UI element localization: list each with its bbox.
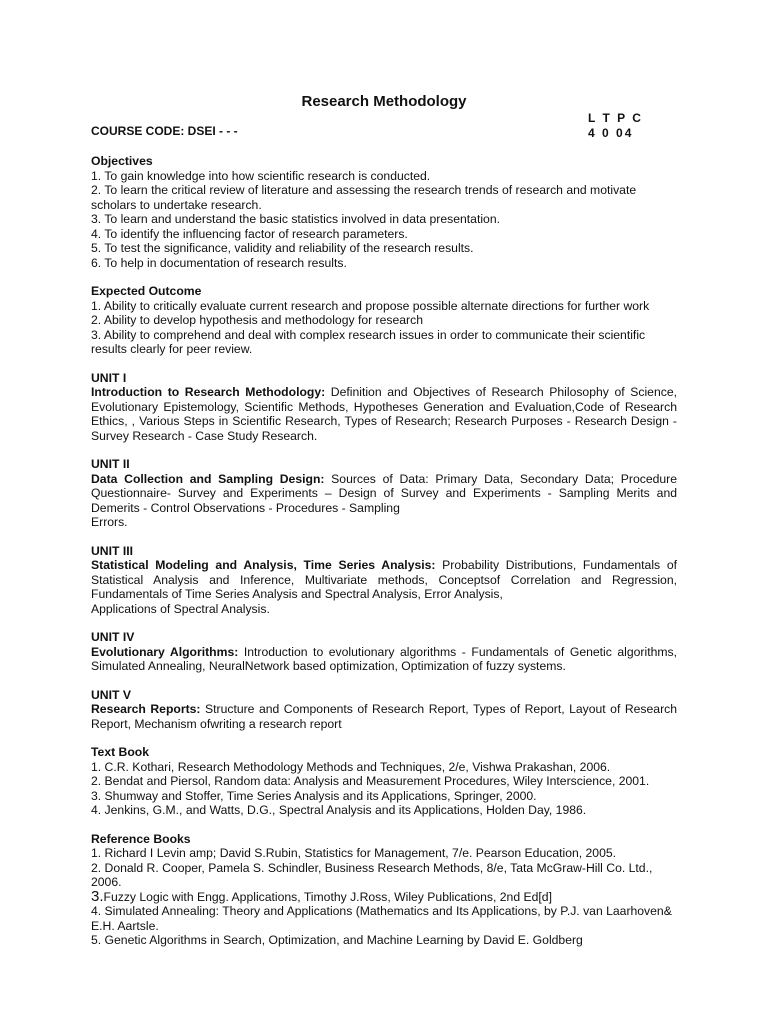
text-book-item: 1. C.R. Kothari, Research Methodology Methods and Techniques, 2/e, Vishwa Prakashan, 2006. [91, 759, 611, 774]
unit-4-section [91, 630, 677, 674]
course-code: COURSE CODE: DSEI - - - [91, 124, 238, 138]
unit-extra-line: Errors. [91, 515, 128, 529]
objective-item: 2. To learn the critical review of literature and assessing the research trends of research and motivate scholars to undertake research. [91, 183, 637, 212]
outcome-section [91, 284, 677, 357]
outcome-item: 1. Ability to critically evaluate current research and propose possible alternate directions for further work [91, 298, 650, 313]
unit-description [91, 702, 677, 731]
objective-item: 4. To identify the influencing factor of research parameters. [91, 226, 408, 241]
unit-3-section [91, 544, 677, 617]
reference-book-item: 1. Richard I Levin amp; David S.Rubin, Statistics for Management, 7/e. Pearson Education, 2005. [91, 846, 617, 860]
reference-book-item: 4. Simulated Annealing: Theory and Applications (Mathematics and Its Applications, by P.J. van Laarhoven& E.H. Aartsle. [91, 904, 672, 933]
unit-label: UNIT V [91, 687, 131, 702]
objective-item: 3. To learn and understand the basic statistics involved in data presentation. [91, 212, 500, 226]
objectives-section [91, 154, 677, 270]
reference-book-item: 5. Genetic Algorithms in Search, Optimization, and Machine Learning by David E. Goldberg [91, 933, 583, 947]
objectives-heading: Objectives [91, 154, 153, 168]
ltpc-label: L T P C [588, 111, 643, 125]
unit-label: UNIT I [91, 370, 127, 385]
unit-extra-line: Applications of Spectral Analysis. [91, 601, 270, 616]
reference-book-item: 2. Donald R. Cooper, Pamela S. Schindler, Business Research Methods, 8/e, Tata McGraw-Hill Co. Ltd., 2006. [91, 860, 653, 889]
unit-topic: Evolutionary Algorithms: [91, 644, 239, 659]
text-book-section [91, 745, 677, 818]
outcome-heading: Expected Outcome [91, 284, 202, 298]
unit-topic: Statistical Modeling and Analysis, Time Series Analysis: [91, 558, 436, 572]
outcome-item: 3. Ability to comprehend and deal with complex research issues in order to communicate their scientific results clearly for peer review. [91, 327, 646, 356]
text-book-item: 2. Bendat and Piersol, Random data: Analysis and Measurement Procedures, Wiley Interscience, 2001. [91, 774, 650, 788]
objective-item: 5. To test the significance, validity and reliability of the research results. [91, 241, 474, 255]
objective-item: 1. To gain knowledge into how scientific research is conducted. [91, 168, 431, 183]
reference-book-text: Fuzzy Logic with Engg. Applications, Timothy J.Ross, Wiley Publications, 2nd Ed[d] [103, 889, 552, 904]
outcome-item: 2. Ability to develop hypothesis and methodology for research [91, 313, 423, 327]
objective-item: 6. To help in documentation of research results. [91, 255, 347, 270]
text-book-item: 3. Shumway and Stoffer, Time Series Analysis and its Applications, Springer, 2000. [91, 788, 537, 803]
unit-label: UNIT III [91, 543, 133, 558]
document-body [91, 154, 677, 962]
unit-topic: Research Reports: [91, 702, 201, 716]
reference-books-heading: Reference Books [91, 831, 191, 846]
unit-description [91, 645, 677, 674]
unit-1-section [91, 371, 677, 444]
document-title: Research Methodology [301, 93, 467, 110]
unit-description [91, 472, 677, 516]
text-book-heading: Text Book [91, 745, 150, 759]
unit-label: UNIT II [91, 457, 130, 471]
unit-text: Introduction to evolutionary algorithms - Fundamentals of Genetic algorithms, Simulated Annealing, NeuralNetwork based optimization, Optimization of fuzzy systems. [91, 644, 677, 673]
ltpc-values: 4 0 04 [588, 126, 634, 140]
ltpc-block [588, 111, 643, 141]
unit-description [91, 385, 677, 443]
unit-text: Probability Distributions, Fundamentals of Statistical Analysis and Inference, Multivariate methods, Conceptsof Correlation and Regression, Fundamentals of Time Series Analysis and Spectral Analysis, Error Analysis, [91, 558, 677, 601]
unit-text: Definition and Objectives of Research Philosophy of Science, Evolutionary Epistemology, Scientific Methods, Hypotheses Generation and Evaluation,Code of Research Ethics, , Various Steps in Scientific Research, Types of Research; Research Purposes - Research Design - Survey Research - Case Study Research. [91, 385, 678, 443]
reference-book-number: 3. [91, 887, 104, 905]
unit-description [91, 558, 677, 602]
unit-text: Sources of Data: Primary Data, Secondary Data; Procedure Questionnaire- Survey and Experiments – Design of Survey and Experiments - Sampling Merits and Demerits - Control Observations - Procedures - Sampling [91, 471, 678, 515]
unit-5-section [91, 688, 677, 732]
text-book-item: 4. Jenkins, G.M., and Watts, D.G., Spectral Analysis and its Applications, Holden Day, 1986. [91, 803, 587, 817]
unit-text: Structure and Components of Research Report, Types of Report, Layout of Research Report, Mechanism ofwriting a research report [91, 702, 678, 731]
unit-topic: Data Collection and Sampling Design: [91, 471, 325, 486]
unit-topic: Introduction to Research Methodology: [91, 385, 326, 399]
reference-books-section [91, 832, 677, 948]
unit-label: UNIT IV [91, 630, 135, 644]
unit-2-section [91, 457, 677, 530]
reference-book-item [91, 887, 677, 905]
